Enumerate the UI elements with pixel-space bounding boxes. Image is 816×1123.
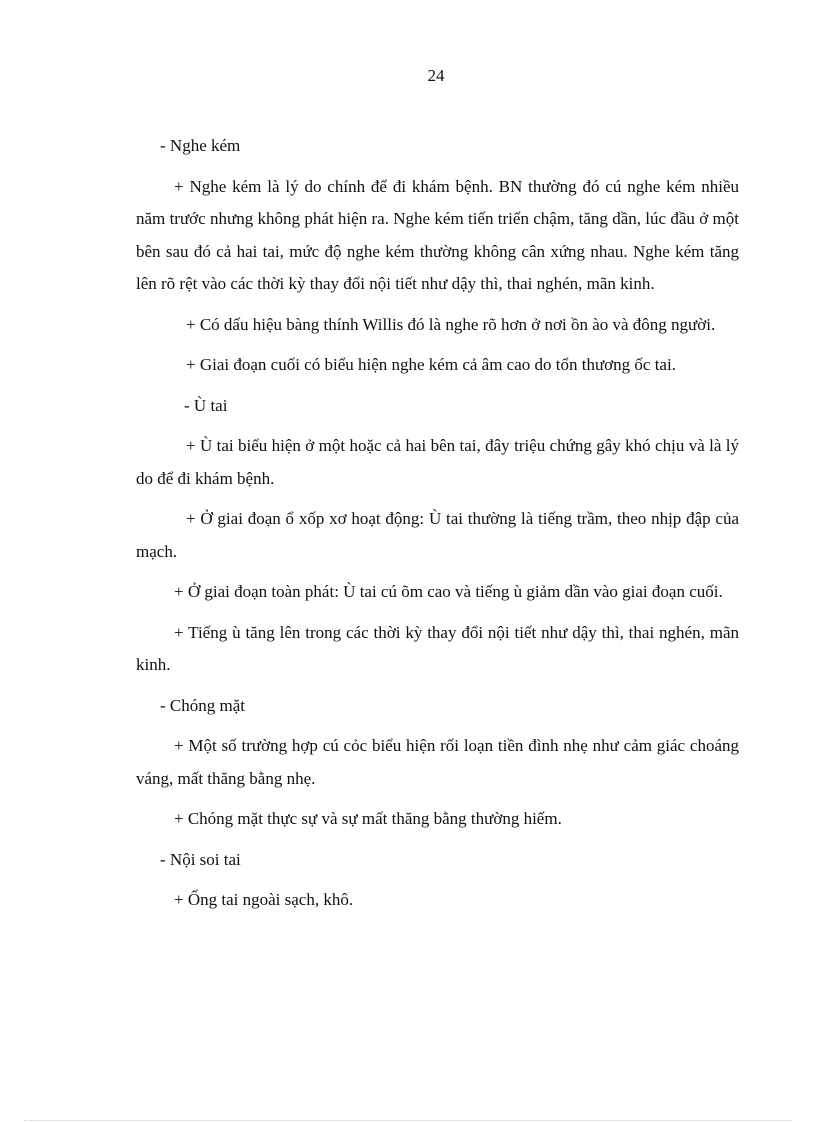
page-body: [136, 130, 739, 925]
paragraph-tinnitus-endocrine: + Tiếng ù tăng lên trong các thời kỳ thay đổi nội tiết như dậy thì, thai nghén, mãn kinh.: [136, 622, 739, 674]
paragraph-tinnitus-main: + Ù tai biểu hiện ở một hoặc cả hai bên tai, đây triệu chứng gây khó chịu và là lý do để đi khám bệnh.: [136, 436, 739, 488]
paragraph-vertigo-rare: + Chóng mặt thực sự và sự mất thăng bằng thường hiếm.: [174, 809, 562, 828]
heading-nghe-kem: - Nghe kém: [160, 136, 241, 155]
bottom-divider: [24, 1120, 792, 1121]
paragraph-tinnitus-active: + Ở giai đoạn ổ xốp xơ hoạt động: Ù tai thường là tiếng trầm, theo nhịp đập của mạch.: [136, 509, 739, 561]
heading-chong-mat: - Chóng mặt: [160, 695, 245, 715]
paragraph-late-stage: + Giai đoạn cuối có biểu hiện nghe kém cả âm cao do tổn thương ốc tai.: [186, 355, 676, 374]
paragraph-ear-canal: + Ống tai ngoài sạch, khô.: [174, 890, 354, 909]
paragraph-willis-sign: + Có dấu hiệu bàng thính Willis đó là nghe rõ hơn ở nơi ồn ào và đông người.: [186, 314, 716, 334]
page-number: 24: [427, 66, 445, 85]
paragraph-vertigo-mild: + Một số trường hợp cú cỏc biểu hiện rối loạn tiền đình nhẹ như cảm giác choáng váng, mất thăng bằng nhẹ.: [136, 736, 739, 788]
paragraph-tinnitus-full: + Ở giai đoạn toàn phát: Ù tai cú õm cao và tiếng ù giảm dần vào giai đoạn cuối.: [174, 582, 723, 601]
paragraph-hearing-loss-main: + Nghe kém là lý do chính để đi khám bệnh. BN thường đó cú nghe kém nhiều năm trước nhưng không phát hiện ra. Nghe kém tiến triển chậm, tăng dần, lúc đầu ở một bên sau đó cả hai tai, mức độ nghe kém thường không cân xứng nhau. Nghe kém tăng lên rõ rệt vào các thời kỳ thay đổi nội tiết như dậy thì, thai nghén, mãn kinh.: [136, 176, 739, 293]
heading-u-tai: - Ù tai: [184, 395, 228, 415]
heading-noi-soi-tai: - Nội soi tai: [160, 849, 241, 869]
